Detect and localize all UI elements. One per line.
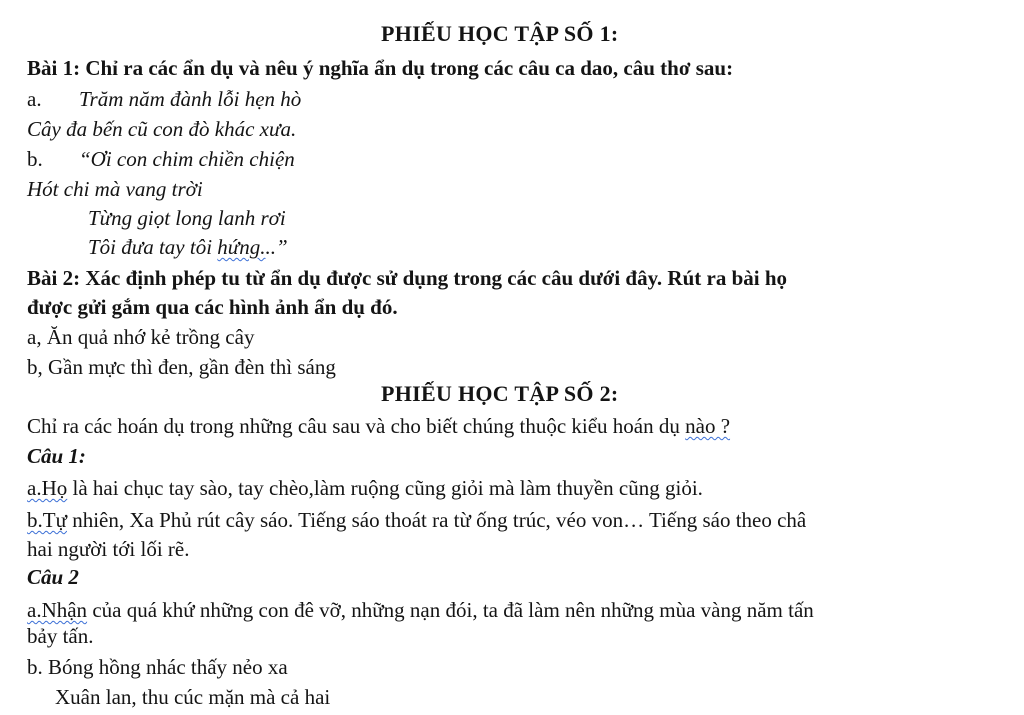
bai1-item-a-text1: Trăm năm đành lỗi hẹn hò <box>79 87 302 111</box>
bai1-item-b-line4-pre: Tôi đưa tay tôi <box>88 235 218 259</box>
cau1-item-b-line1 <box>27 507 806 533</box>
cau2-item-a-rest: của quá khứ những con đê vỡ, những nạn đói, ta đã làm nên những mùa vàng năm tấn <box>87 598 814 622</box>
bai1-item-b-line4 <box>88 234 288 260</box>
cau1-item-b-rest: nhiên, Xa Phủ rút cây sáo. Tiếng sáo thoát ra từ ống trúc, véo von… Tiếng sáo theo châ <box>66 508 807 532</box>
bai1-item-a-line1 <box>27 86 301 112</box>
bai1-item-b-line1 <box>27 146 295 172</box>
sheet2-title: PHIẾU HỌC TẬP SỐ 2: <box>381 381 619 406</box>
cau1-item-a <box>27 475 703 501</box>
cau2-item-a-line2: bảy tấn. <box>27 624 94 648</box>
cau1-item-a-wavy: a.Họ <box>27 476 68 500</box>
bai2-item-a: a, Ăn quả nhớ kẻ trồng cây <box>27 325 255 349</box>
cau2-item-a-wavy: a.Nhận <box>27 598 88 622</box>
bai1-item-b-line2: Hót chi mà vang trời <box>27 177 203 201</box>
bai1-heading: Bài 1: Chỉ ra các ẩn dụ và nêu ý nghĩa ẩn dụ trong các câu ca dao, câu thơ sau: <box>27 56 734 80</box>
cau1-item-b-wavy: b.Tự <box>27 508 67 532</box>
cau2-item-a-line1 <box>27 597 814 623</box>
bai1-item-b-line3: Từng giọt long lanh rơi <box>88 206 286 230</box>
sheet2-intro-wavy: nào ? <box>685 414 731 438</box>
cau1-item-a-rest: là hai chục tay sào, tay chèo,làm ruộng cũng giỏi mà làm thuyền cũng giỏi. <box>67 476 703 500</box>
bai1-item-b-marker: b. <box>27 147 43 171</box>
cau1-heading: Câu 1: <box>27 444 86 468</box>
bai1-item-a-line2: Cây đa bến cũ con đò khác xưa. <box>27 117 297 141</box>
bai1-item-b-line4-wavy: hứng. <box>217 235 266 259</box>
bai1-item-b-text1: “Ơi con chim chiền chiện <box>79 147 295 171</box>
sheet2-intro-pre: Chỉ ra các hoán dụ trong những câu sau và cho biết chúng thuộc kiểu hoán dụ <box>27 414 686 438</box>
sheet1-title: PHIẾU HỌC TẬP SỐ 1: <box>381 21 619 46</box>
bai1-item-a-marker: a. <box>27 87 42 111</box>
bai2-heading-line1: Bài 2: Xác định phép tu từ ẩn dụ được sử dụng trong các câu dưới đây. Rút ra bài họ <box>27 266 788 290</box>
bai2-heading-line2: được gửi gắm qua các hình ảnh ẩn dụ đó. <box>27 295 398 319</box>
cau2-heading: Câu 2 <box>27 565 79 589</box>
bai1-item-b-line4-post: ..” <box>265 235 288 259</box>
cau2-item-b-line1: b. Bóng hồng nhác thấy nẻo xa <box>27 655 288 679</box>
cau1-item-b-line2: hai người tới lối rẽ. <box>27 537 190 561</box>
sheet2-intro <box>27 413 730 439</box>
bai2-item-b: b, Gần mực thì đen, gần đèn thì sáng <box>27 355 336 379</box>
cau2-item-b-line2: Xuân lan, thu cúc mặn mà cả hai <box>55 685 331 709</box>
